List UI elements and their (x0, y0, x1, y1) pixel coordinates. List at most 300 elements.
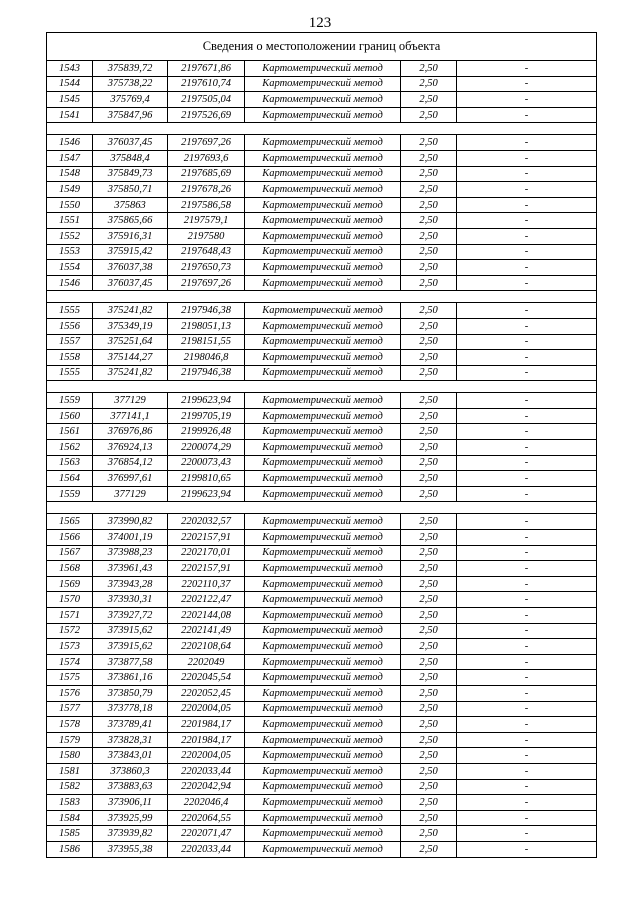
x-coordinate-cell: 377129 (93, 486, 168, 502)
y-coordinate-cell: 2202110,37 (168, 576, 245, 592)
method-cell: Картометрический метод (245, 275, 401, 291)
x-coordinate-cell: 375863 (93, 197, 168, 213)
table-row (47, 150, 597, 166)
x-coordinate-cell: 373990,82 (93, 514, 168, 530)
precision-cell: 2,50 (401, 841, 457, 857)
note-cell: - (457, 318, 597, 334)
method-cell: Картометрический метод (245, 76, 401, 92)
x-coordinate-cell: 373939,82 (93, 826, 168, 842)
table-row (47, 182, 597, 198)
point-number-cell: 1566 (47, 530, 93, 546)
x-coordinate-cell: 375850,71 (93, 182, 168, 198)
note-cell: - (457, 166, 597, 182)
method-cell: Картометрический метод (245, 717, 401, 733)
y-coordinate-cell: 2201984,17 (168, 717, 245, 733)
point-number-cell: 1567 (47, 545, 93, 561)
method-cell: Картометрический метод (245, 576, 401, 592)
x-coordinate-cell: 373877,58 (93, 654, 168, 670)
precision-cell: 2,50 (401, 275, 457, 291)
note-cell: - (457, 92, 597, 108)
table-row (47, 841, 597, 857)
x-coordinate-cell: 375241,82 (93, 303, 168, 319)
point-number-cell: 1575 (47, 670, 93, 686)
method-cell: Картометрический метод (245, 732, 401, 748)
method-cell: Картометрический метод (245, 608, 401, 624)
y-coordinate-cell: 2202157,91 (168, 530, 245, 546)
y-coordinate-cell: 2202032,57 (168, 514, 245, 530)
precision-cell: 2,50 (401, 197, 457, 213)
y-coordinate-cell: 2202144,08 (168, 608, 245, 624)
point-number-cell: 1565 (47, 514, 93, 530)
y-coordinate-cell: 2197505,04 (168, 92, 245, 108)
note-cell: - (457, 334, 597, 350)
precision-cell: 2,50 (401, 393, 457, 409)
x-coordinate-cell: 373850,79 (93, 685, 168, 701)
method-cell: Картометрический метод (245, 701, 401, 717)
y-coordinate-cell: 2197671,86 (168, 61, 245, 77)
precision-cell: 2,50 (401, 408, 457, 424)
y-coordinate-cell: 2202071,47 (168, 826, 245, 842)
precision-cell: 2,50 (401, 685, 457, 701)
y-coordinate-cell: 2202045,54 (168, 670, 245, 686)
point-number-cell: 1553 (47, 244, 93, 260)
y-coordinate-cell: 2199705,19 (168, 408, 245, 424)
point-number-cell: 1564 (47, 471, 93, 487)
precision-cell: 2,50 (401, 732, 457, 748)
y-coordinate-cell: 2202064,55 (168, 810, 245, 826)
method-cell: Картометрический метод (245, 670, 401, 686)
point-number-cell: 1571 (47, 608, 93, 624)
table-row (47, 779, 597, 795)
method-cell: Картометрический метод (245, 623, 401, 639)
table-row (47, 440, 597, 456)
method-cell: Картометрический метод (245, 107, 401, 123)
x-coordinate-cell: 375839,72 (93, 61, 168, 77)
precision-cell: 2,50 (401, 576, 457, 592)
precision-cell: 2,50 (401, 654, 457, 670)
note-cell: - (457, 576, 597, 592)
precision-cell: 2,50 (401, 76, 457, 92)
method-cell: Картометрический метод (245, 826, 401, 842)
point-number-cell: 1544 (47, 76, 93, 92)
method-cell: Картометрический метод (245, 530, 401, 546)
x-coordinate-cell: 375915,42 (93, 244, 168, 260)
precision-cell: 2,50 (401, 639, 457, 655)
table-title-row (47, 33, 597, 61)
group-separator-row (47, 291, 597, 303)
point-number-cell: 1569 (47, 576, 93, 592)
method-cell: Картометрический метод (245, 197, 401, 213)
point-number-cell: 1546 (47, 275, 93, 291)
method-cell: Картометрический метод (245, 455, 401, 471)
precision-cell: 2,50 (401, 61, 457, 77)
y-coordinate-cell: 2197650,73 (168, 260, 245, 276)
precision-cell: 2,50 (401, 810, 457, 826)
precision-cell: 2,50 (401, 244, 457, 260)
precision-cell: 2,50 (401, 260, 457, 276)
method-cell: Картометрический метод (245, 514, 401, 530)
precision-cell: 2,50 (401, 107, 457, 123)
method-cell: Картометрический метод (245, 654, 401, 670)
method-cell: Картометрический метод (245, 393, 401, 409)
note-cell: - (457, 471, 597, 487)
note-cell: - (457, 424, 597, 440)
table-row (47, 107, 597, 123)
x-coordinate-cell: 373915,62 (93, 639, 168, 655)
y-coordinate-cell: 2202170,01 (168, 545, 245, 561)
table-row (47, 213, 597, 229)
method-cell: Картометрический метод (245, 471, 401, 487)
precision-cell: 2,50 (401, 440, 457, 456)
y-coordinate-cell: 2198051,13 (168, 318, 245, 334)
y-coordinate-cell: 2197526,69 (168, 107, 245, 123)
table-row (47, 365, 597, 381)
table-row (47, 763, 597, 779)
point-number-cell: 1577 (47, 701, 93, 717)
table-row (47, 334, 597, 350)
precision-cell: 2,50 (401, 228, 457, 244)
x-coordinate-cell: 374001,19 (93, 530, 168, 546)
note-cell: - (457, 779, 597, 795)
point-number-cell: 1546 (47, 135, 93, 151)
point-number-cell: 1550 (47, 197, 93, 213)
method-cell: Картометрический метод (245, 841, 401, 857)
method-cell: Картометрический метод (245, 135, 401, 151)
note-cell: - (457, 182, 597, 198)
x-coordinate-cell: 373861,16 (93, 670, 168, 686)
x-coordinate-cell: 375849,73 (93, 166, 168, 182)
note-cell: - (457, 197, 597, 213)
method-cell: Картометрический метод (245, 334, 401, 350)
x-coordinate-cell: 375847,96 (93, 107, 168, 123)
y-coordinate-cell: 2200074,29 (168, 440, 245, 456)
table-row (47, 135, 597, 151)
group-separator (47, 502, 597, 514)
point-number-cell: 1545 (47, 92, 93, 108)
point-number-cell: 1554 (47, 260, 93, 276)
x-coordinate-cell: 376037,38 (93, 260, 168, 276)
y-coordinate-cell: 2202046,4 (168, 795, 245, 811)
y-coordinate-cell: 2197678,26 (168, 182, 245, 198)
method-cell: Картометрический метод (245, 795, 401, 811)
y-coordinate-cell: 2199810,65 (168, 471, 245, 487)
point-number-cell: 1572 (47, 623, 93, 639)
method-cell: Картометрический метод (245, 545, 401, 561)
method-cell: Картометрический метод (245, 486, 401, 502)
x-coordinate-cell: 375848,4 (93, 150, 168, 166)
note-cell: - (457, 76, 597, 92)
note-cell: - (457, 365, 597, 381)
y-coordinate-cell: 2198151,55 (168, 334, 245, 350)
precision-cell: 2,50 (401, 303, 457, 319)
table-row (47, 795, 597, 811)
point-number-cell: 1562 (47, 440, 93, 456)
precision-cell: 2,50 (401, 795, 457, 811)
note-cell: - (457, 608, 597, 624)
table-row (47, 393, 597, 409)
point-number-cell: 1559 (47, 486, 93, 502)
y-coordinate-cell: 2197580 (168, 228, 245, 244)
page-number: 123 (308, 15, 332, 31)
method-cell: Картометрический метод (245, 92, 401, 108)
group-separator (47, 381, 597, 393)
precision-cell: 2,50 (401, 455, 457, 471)
precision-cell: 2,50 (401, 150, 457, 166)
y-coordinate-cell: 2197648,43 (168, 244, 245, 260)
table-row (47, 350, 597, 366)
y-coordinate-cell: 2197946,38 (168, 365, 245, 381)
y-coordinate-cell: 2202141,49 (168, 623, 245, 639)
y-coordinate-cell: 2198046,8 (168, 350, 245, 366)
x-coordinate-cell: 376037,45 (93, 135, 168, 151)
x-coordinate-cell: 375349,19 (93, 318, 168, 334)
table-title: Сведения о местоположении границ объекта (47, 33, 597, 61)
note-cell: - (457, 213, 597, 229)
table-row (47, 486, 597, 502)
y-coordinate-cell: 2200073,43 (168, 455, 245, 471)
x-coordinate-cell: 376854,12 (93, 455, 168, 471)
point-number-cell: 1578 (47, 717, 93, 733)
x-coordinate-cell: 373927,72 (93, 608, 168, 624)
table-row (47, 471, 597, 487)
boundary-coordinates-table (46, 32, 597, 858)
x-coordinate-cell: 373925,99 (93, 810, 168, 826)
note-cell: - (457, 623, 597, 639)
method-cell: Картометрический метод (245, 213, 401, 229)
method-cell: Картометрический метод (245, 748, 401, 764)
method-cell: Картометрический метод (245, 408, 401, 424)
method-cell: Картометрический метод (245, 592, 401, 608)
table-row (47, 545, 597, 561)
precision-cell: 2,50 (401, 213, 457, 229)
y-coordinate-cell: 2197586,58 (168, 197, 245, 213)
point-number-cell: 1563 (47, 455, 93, 471)
note-cell: - (457, 107, 597, 123)
point-number-cell: 1560 (47, 408, 93, 424)
x-coordinate-cell: 373930,31 (93, 592, 168, 608)
table-row (47, 654, 597, 670)
precision-cell: 2,50 (401, 365, 457, 381)
group-separator-row (47, 381, 597, 393)
point-number-cell: 1549 (47, 182, 93, 198)
point-number-cell: 1559 (47, 393, 93, 409)
point-number-cell: 1573 (47, 639, 93, 655)
y-coordinate-cell: 2197697,26 (168, 275, 245, 291)
group-separator-row (47, 502, 597, 514)
x-coordinate-cell: 376037,45 (93, 275, 168, 291)
table-row (47, 623, 597, 639)
table-row (47, 275, 597, 291)
table-row (47, 639, 597, 655)
y-coordinate-cell: 2202049 (168, 654, 245, 670)
y-coordinate-cell: 2201984,17 (168, 732, 245, 748)
table-row (47, 530, 597, 546)
note-cell: - (457, 654, 597, 670)
note-cell: - (457, 228, 597, 244)
method-cell: Картометрический метод (245, 810, 401, 826)
note-cell: - (457, 701, 597, 717)
table-row (47, 826, 597, 842)
method-cell: Картометрический метод (245, 763, 401, 779)
note-cell: - (457, 260, 597, 276)
method-cell: Картометрический метод (245, 182, 401, 198)
x-coordinate-cell: 376924,13 (93, 440, 168, 456)
point-number-cell: 1570 (47, 592, 93, 608)
x-coordinate-cell: 373906,11 (93, 795, 168, 811)
note-cell: - (457, 748, 597, 764)
precision-cell: 2,50 (401, 779, 457, 795)
note-cell: - (457, 763, 597, 779)
method-cell: Картометрический метод (245, 424, 401, 440)
x-coordinate-cell: 376976,86 (93, 424, 168, 440)
x-coordinate-cell: 375241,82 (93, 365, 168, 381)
method-cell: Картометрический метод (245, 61, 401, 77)
point-number-cell: 1555 (47, 365, 93, 381)
x-coordinate-cell: 377141,1 (93, 408, 168, 424)
y-coordinate-cell: 2202033,44 (168, 763, 245, 779)
point-number-cell: 1558 (47, 350, 93, 366)
table-row (47, 561, 597, 577)
table-row (47, 303, 597, 319)
x-coordinate-cell: 373843,01 (93, 748, 168, 764)
point-number-cell: 1582 (47, 779, 93, 795)
precision-cell: 2,50 (401, 717, 457, 733)
precision-cell: 2,50 (401, 545, 457, 561)
precision-cell: 2,50 (401, 561, 457, 577)
note-cell: - (457, 514, 597, 530)
table-row (47, 92, 597, 108)
point-number-cell: 1557 (47, 334, 93, 350)
precision-cell: 2,50 (401, 135, 457, 151)
y-coordinate-cell: 2202122,47 (168, 592, 245, 608)
note-cell: - (457, 275, 597, 291)
table-row (47, 197, 597, 213)
precision-cell: 2,50 (401, 826, 457, 842)
y-coordinate-cell: 2199926,48 (168, 424, 245, 440)
y-coordinate-cell: 2202004,05 (168, 748, 245, 764)
y-coordinate-cell: 2197693,6 (168, 150, 245, 166)
precision-cell: 2,50 (401, 530, 457, 546)
precision-cell: 2,50 (401, 318, 457, 334)
method-cell: Картометрический метод (245, 150, 401, 166)
table-row (47, 514, 597, 530)
method-cell: Картометрический метод (245, 166, 401, 182)
note-cell: - (457, 530, 597, 546)
y-coordinate-cell: 2202033,44 (168, 841, 245, 857)
x-coordinate-cell: 373943,28 (93, 576, 168, 592)
precision-cell: 2,50 (401, 763, 457, 779)
precision-cell: 2,50 (401, 670, 457, 686)
point-number-cell: 1561 (47, 424, 93, 440)
note-cell: - (457, 592, 597, 608)
group-separator (47, 291, 597, 303)
point-number-cell: 1583 (47, 795, 93, 811)
x-coordinate-cell: 373828,31 (93, 732, 168, 748)
point-number-cell: 1574 (47, 654, 93, 670)
precision-cell: 2,50 (401, 471, 457, 487)
x-coordinate-cell: 375769,4 (93, 92, 168, 108)
point-number-cell: 1555 (47, 303, 93, 319)
point-number-cell: 1586 (47, 841, 93, 857)
point-number-cell: 1552 (47, 228, 93, 244)
x-coordinate-cell: 373988,23 (93, 545, 168, 561)
x-coordinate-cell: 375916,31 (93, 228, 168, 244)
precision-cell: 2,50 (401, 166, 457, 182)
method-cell: Картометрический метод (245, 365, 401, 381)
precision-cell: 2,50 (401, 592, 457, 608)
precision-cell: 2,50 (401, 486, 457, 502)
precision-cell: 2,50 (401, 608, 457, 624)
x-coordinate-cell: 373860,3 (93, 763, 168, 779)
y-coordinate-cell: 2202052,45 (168, 685, 245, 701)
point-number-cell: 1551 (47, 213, 93, 229)
note-cell: - (457, 795, 597, 811)
note-cell: - (457, 408, 597, 424)
table-row (47, 455, 597, 471)
note-cell: - (457, 350, 597, 366)
point-number-cell: 1584 (47, 810, 93, 826)
note-cell: - (457, 670, 597, 686)
y-coordinate-cell: 2197685,69 (168, 166, 245, 182)
precision-cell: 2,50 (401, 748, 457, 764)
point-number-cell: 1580 (47, 748, 93, 764)
table-row (47, 810, 597, 826)
method-cell: Картометрический метод (245, 639, 401, 655)
point-number-cell: 1556 (47, 318, 93, 334)
precision-cell: 2,50 (401, 92, 457, 108)
x-coordinate-cell: 375144,27 (93, 350, 168, 366)
point-number-cell: 1581 (47, 763, 93, 779)
point-number-cell: 1568 (47, 561, 93, 577)
y-coordinate-cell: 2199623,94 (168, 486, 245, 502)
table-row (47, 228, 597, 244)
note-cell: - (457, 826, 597, 842)
x-coordinate-cell: 377129 (93, 393, 168, 409)
y-coordinate-cell: 2199623,94 (168, 393, 245, 409)
table-row (47, 576, 597, 592)
table-row (47, 748, 597, 764)
note-cell: - (457, 545, 597, 561)
x-coordinate-cell: 373883,63 (93, 779, 168, 795)
note-cell: - (457, 303, 597, 319)
table-row (47, 61, 597, 77)
point-number-cell: 1576 (47, 685, 93, 701)
method-cell: Картометрический метод (245, 303, 401, 319)
note-cell: - (457, 639, 597, 655)
method-cell: Картометрический метод (245, 779, 401, 795)
group-separator (47, 123, 597, 135)
point-number-cell: 1543 (47, 61, 93, 77)
x-coordinate-cell: 376997,61 (93, 471, 168, 487)
table-row (47, 717, 597, 733)
table-row (47, 701, 597, 717)
y-coordinate-cell: 2202108,64 (168, 639, 245, 655)
x-coordinate-cell: 373955,38 (93, 841, 168, 857)
table-row (47, 408, 597, 424)
point-number-cell: 1579 (47, 732, 93, 748)
note-cell: - (457, 810, 597, 826)
y-coordinate-cell: 2197579,1 (168, 213, 245, 229)
table-row (47, 318, 597, 334)
note-cell: - (457, 841, 597, 857)
x-coordinate-cell: 375251,64 (93, 334, 168, 350)
group-separator-row (47, 123, 597, 135)
x-coordinate-cell: 375738,22 (93, 76, 168, 92)
table-row (47, 685, 597, 701)
point-number-cell: 1541 (47, 107, 93, 123)
table-row (47, 670, 597, 686)
note-cell: - (457, 150, 597, 166)
